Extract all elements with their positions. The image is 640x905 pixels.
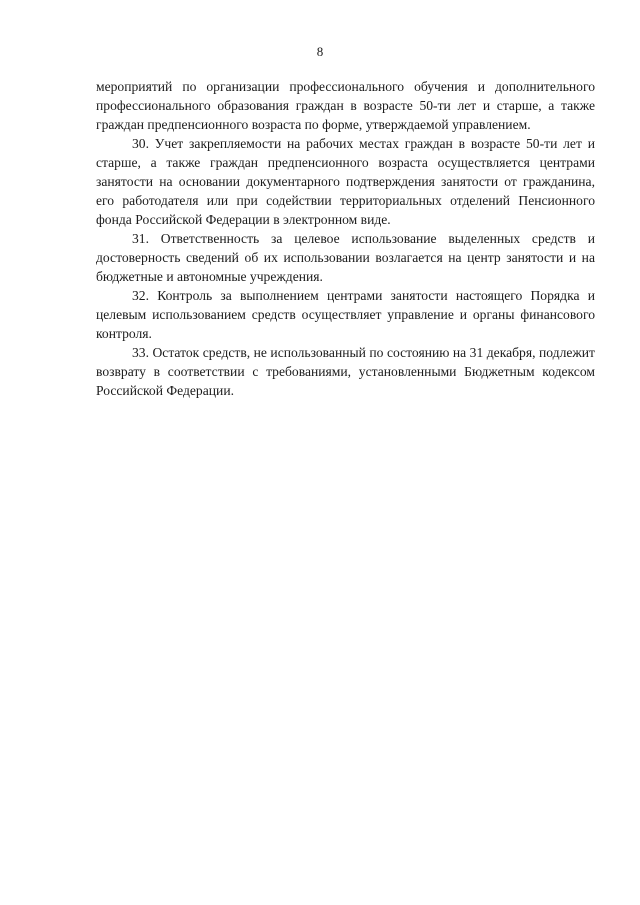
paragraph-32: 32. Контроль за выполнением центрами занятости настоящего Порядка и целевым использованием средств осуществляет управление и органы финансового контроля.	[96, 288, 595, 341]
paragraph-33: 33. Остаток средств, не использованный по состоянию на 31 декабря, подлежит возврату в соответствии с требованиями, установленными Бюджетным кодексом Российской Федерации.	[96, 345, 595, 398]
paragraph-continuation: мероприятий по организации профессионального обучения и дополнительного профессионального образования граждан в возрасте 50-ти лет и старше, а также граждан предпенсионного возраста по форме, утверждаемой управлением.	[96, 79, 595, 132]
page-number: 8	[316, 44, 324, 59]
document-body	[96, 77, 595, 400]
paragraph-30: 30. Учет закрепляемости на рабочих местах граждан в возрасте 50-ти лет и старше, а также граждан предпенсионного возраста осуществляется центрами занятости на основании документарного подтверждения занятости от гражданина, его работодателя или при содействии территориальных отделений Пенсионного фонда Российской Федерации в электронном виде.	[96, 136, 595, 227]
paragraph-31: 31. Ответственность за целевое использование выделенных средств и достоверность сведений об их использовании возлагается на центр занятости и на бюджетные и автономные учреждения.	[96, 231, 595, 284]
